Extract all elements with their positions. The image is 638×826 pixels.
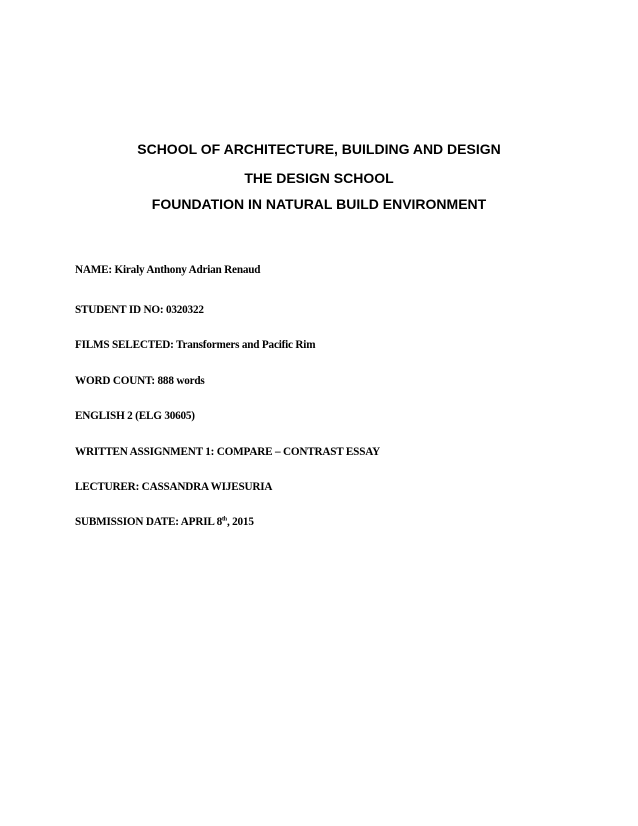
school-name: SCHOOL OF ARCHITECTURE, BUILDING AND DESIGN (137, 141, 501, 157)
student-id-line: STUDENT ID NO: 0320322 (75, 304, 204, 316)
word-count-line: WORD COUNT: 888 words (75, 375, 205, 387)
submission-date-text: SUBMISSION DATE: APRIL 8 (75, 516, 222, 528)
student-name-line: NAME: Kiraly Anthony Adrian Renaud (75, 264, 261, 276)
course-line: ENGLISH 2 (ELG 30605) (75, 410, 195, 422)
assignment-line: WRITTEN ASSIGNMENT 1: COMPARE – CONTRAST ESSAY (75, 446, 380, 458)
design-school-name: THE DESIGN SCHOOL (244, 170, 394, 186)
submission-date-year: , 2015 (226, 516, 254, 528)
lecturer-line: LECTURER: CASSANDRA WIJESURIA (75, 481, 273, 493)
films-selected-line: FILMS SELECTED: Transformers and Pacific Rim (75, 339, 316, 351)
submission-date-ordinal: th (222, 516, 227, 523)
program-name: FOUNDATION IN NATURAL BUILD ENVIRONMENT (151, 196, 487, 212)
submission-date-line (75, 516, 254, 528)
